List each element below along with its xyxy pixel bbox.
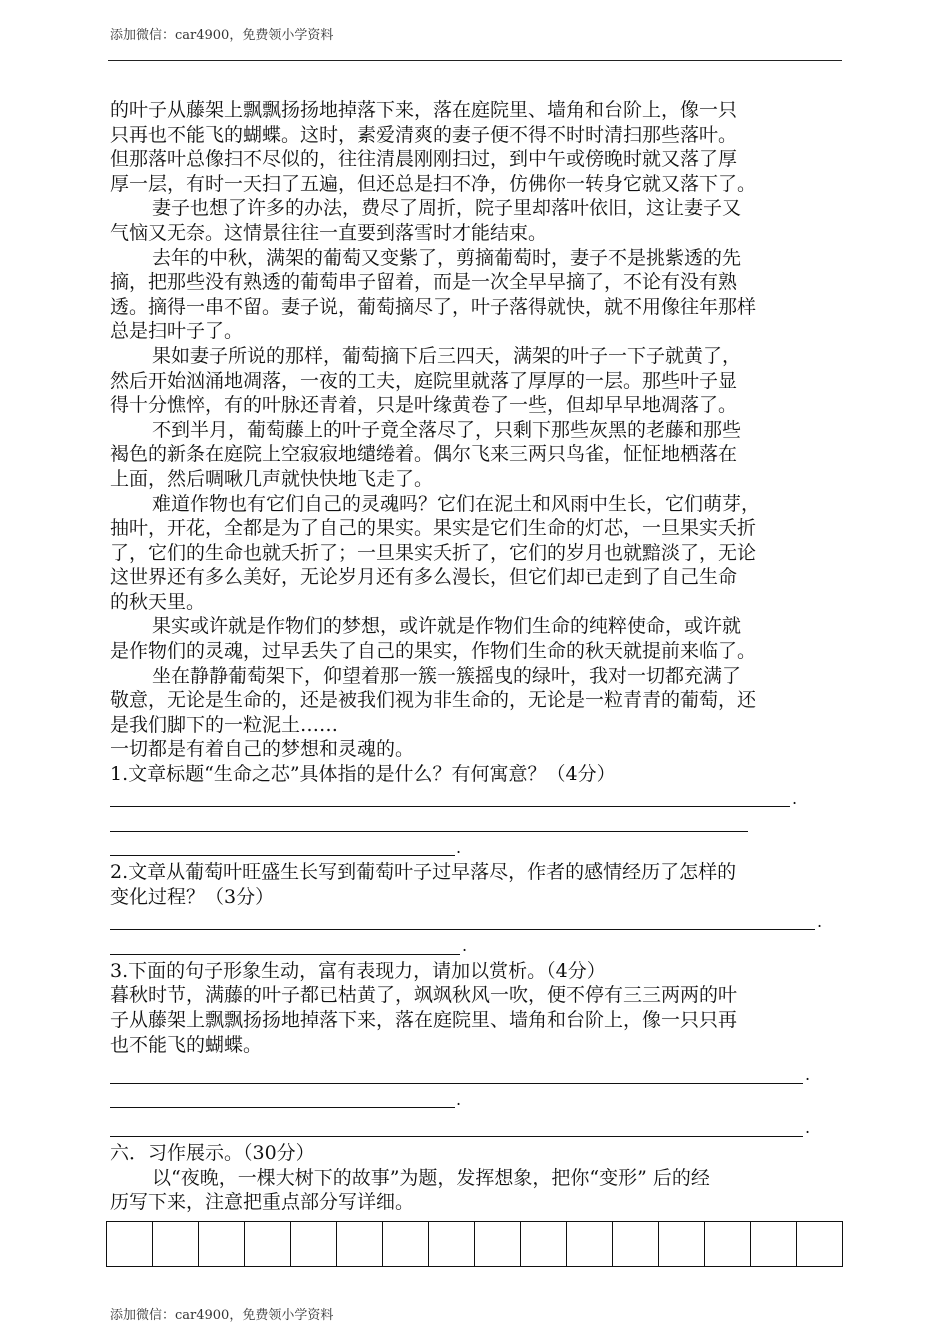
grid-cell[interactable] xyxy=(337,1222,383,1266)
passage-line: 这世界还有多么美好，无论岁月还有多么漫长，但它们却已走到了自己生命 xyxy=(110,566,738,589)
passage-line: 难道作物也有它们自己的灵魂吗？它们在泥土和风雨中生长，它们萌芽， xyxy=(152,492,761,515)
period: . xyxy=(792,788,798,808)
answer-line-q2-b[interactable] xyxy=(110,934,844,959)
composition-prompt-cont: 历写下来，注意把重点部分写详细。 xyxy=(110,1191,415,1214)
answer-line-q3-a[interactable] xyxy=(110,1063,844,1088)
grid-cell[interactable] xyxy=(199,1222,245,1266)
grid-cell[interactable] xyxy=(751,1222,797,1266)
answer-line-q3-c[interactable] xyxy=(110,1116,844,1141)
page-header: 添加微信：car4900，免费领小学资料 xyxy=(110,28,334,43)
passage-line: 总是扫叶子了。 xyxy=(110,320,244,343)
period: . xyxy=(805,1065,811,1085)
passage-line: 是作物们的灵魂，过早丢失了自己的果实，作物们生命的秋天就提前来临了。 xyxy=(110,640,757,663)
passage-line: 透。摘得一串不留。妻子说，葡萄摘尽了，叶子落得就快，就不用像往年那样 xyxy=(110,295,757,318)
grid-cell[interactable] xyxy=(567,1222,613,1266)
grid-cell[interactable] xyxy=(429,1222,475,1266)
content xyxy=(110,98,844,1215)
passage-line: 的叶子从藤架上飘飘扬扬地掉落下来，落在庭院里、墙角和台阶上，像一只 xyxy=(110,99,738,121)
grid-cell[interactable] xyxy=(383,1222,429,1266)
question-2: 2.文章从葡萄叶旺盛生长写到葡萄叶子过早落尽，作者的感情经历了怎样的 xyxy=(110,861,737,884)
passage-line: 了，它们的生命也就夭折了；一旦果实夭折了，它们的岁月也就黯淡了，无论 xyxy=(110,541,757,564)
grid-cell[interactable] xyxy=(797,1222,842,1266)
grid-cell[interactable] xyxy=(613,1222,659,1266)
passage-line: 气恼又无奈。这情景往往一直要到落雪时才能结束。 xyxy=(110,221,548,244)
page-footer: 添加微信：car4900，免费领小学资料 xyxy=(110,1308,334,1323)
grid-cell[interactable] xyxy=(659,1222,705,1266)
question-3-quote: 暮秋时节，满藤的叶子都已枯黄了，飒飒秋风一吹，便不停有三三两两的叶 xyxy=(110,984,738,1007)
passage-line: 果实或许就是作物们的梦想，或许就是作物们生命的纯粹使命，或许就 xyxy=(152,615,742,638)
passage-line: 厚一层，有时一天扫了五遍，但还总是扫不净，仿佛你一转身它就又落下了。 xyxy=(110,172,757,195)
period: . xyxy=(817,911,823,931)
passage-line: 不到半月，葡萄藤上的叶子竟全落尽了，只剩下那些灰黑的老藤和那些 xyxy=(152,418,742,441)
answer-line-q2-a[interactable] xyxy=(110,910,844,935)
question-1: 1.文章标题“生命之芯”具体指的是什么？有何寓意？（4分） xyxy=(110,763,616,786)
grid-cell[interactable] xyxy=(245,1222,291,1266)
grid-cell[interactable] xyxy=(705,1222,751,1266)
question-3: 3.下面的句子形象生动，富有表现力，请加以赏析。（4分） xyxy=(110,959,606,982)
passage-line: 一切都是有着自己的梦想和灵魂的。 xyxy=(110,738,415,761)
period: . xyxy=(456,837,462,857)
passage-line: 去年的中秋，满架的葡萄又变紫了，剪摘葡萄时，妻子不是挑紫透的先 xyxy=(152,246,742,269)
composition-prompt: 以“夜晚，一棵大树下的故事”为题，发挥想象，把你“变形” 后的经 xyxy=(152,1166,710,1189)
passage-line: 敬意，无论是生命的，还是被我们视为非生命的，无论是一粒青青的葡萄，还 xyxy=(110,689,757,712)
passage-line: 上面，然后啁啾几声就快快地飞走了。 xyxy=(110,467,434,490)
grid-cell[interactable] xyxy=(107,1222,153,1266)
passage-line: 但那落叶总像扫不尽似的，往往清晨刚刚扫过，到中午或傍晚时就又落了厚 xyxy=(110,148,738,171)
question-2-cont: 变化过程？（3分） xyxy=(110,886,275,908)
period: . xyxy=(456,1089,462,1109)
passage-line: 是我们脚下的一粒泥土…… xyxy=(110,713,339,736)
answer-line-q3-b[interactable] xyxy=(110,1088,844,1113)
passage-line: 得十分憔悴，有的叶脉还青着，只是叶缘黄卷了一些，但却早早地凋落了。 xyxy=(110,394,738,417)
passage-line: 妻子也想了许多的办法，费尽了周折，院子里却落叶依旧，这让妻子又 xyxy=(152,197,742,220)
grid-cell[interactable] xyxy=(291,1222,337,1266)
period: . xyxy=(462,936,468,956)
passage-line: 然后开始汹涌地凋落，一夜的工夫，庭院里就落了厚厚的一层。那些叶子显 xyxy=(110,369,738,392)
passage-line: 摘，把那些没有熟透的葡萄串子留着，而是一次全早早摘了，不论有没有熟 xyxy=(110,271,738,294)
answer-line-q1-b[interactable] xyxy=(110,811,844,836)
answer-line-q1-c[interactable] xyxy=(110,836,844,861)
question-3-quote: 子从藤架上飘飘扬扬地掉落下来，落在庭院里、墙角和台阶上，像一只只再 xyxy=(110,1008,738,1031)
composition-heading: 六．习作展示。（30分） xyxy=(110,1141,315,1164)
header-divider xyxy=(108,60,842,61)
period: . xyxy=(805,1118,811,1138)
writing-grid[interactable] xyxy=(106,1221,843,1267)
passage-line: 果如妻子所说的那样，葡萄摘下后三四天，满架的叶子一下子就黄了， xyxy=(152,344,742,367)
question-3-quote: 也不能飞的蝴蝶。 xyxy=(110,1033,263,1056)
grid-cell[interactable] xyxy=(521,1222,567,1266)
passage-line: 坐在静静葡萄架下，仰望着那一簇一簇摇曳的绿叶，我对一切都充满了 xyxy=(152,664,742,687)
grid-cell[interactable] xyxy=(475,1222,521,1266)
grid-cell[interactable] xyxy=(153,1222,199,1266)
passage-line: 的秋天里。 xyxy=(110,590,206,613)
answer-line-q1-a[interactable] xyxy=(110,787,844,812)
passage-line: 褐色的新条在庭院上空寂寂地缱绻着。偶尔飞来三两只鸟雀，怔怔地栖落在 xyxy=(110,443,738,466)
passage-line: 抽叶，开花，全都是为了自己的果实。果实是它们生命的灯芯，一旦果实夭折 xyxy=(110,517,757,540)
passage-line: 只再也不能飞的蝴蝶。这时，素爱清爽的妻子便不得不时时清扫那些落叶。 xyxy=(110,123,738,146)
